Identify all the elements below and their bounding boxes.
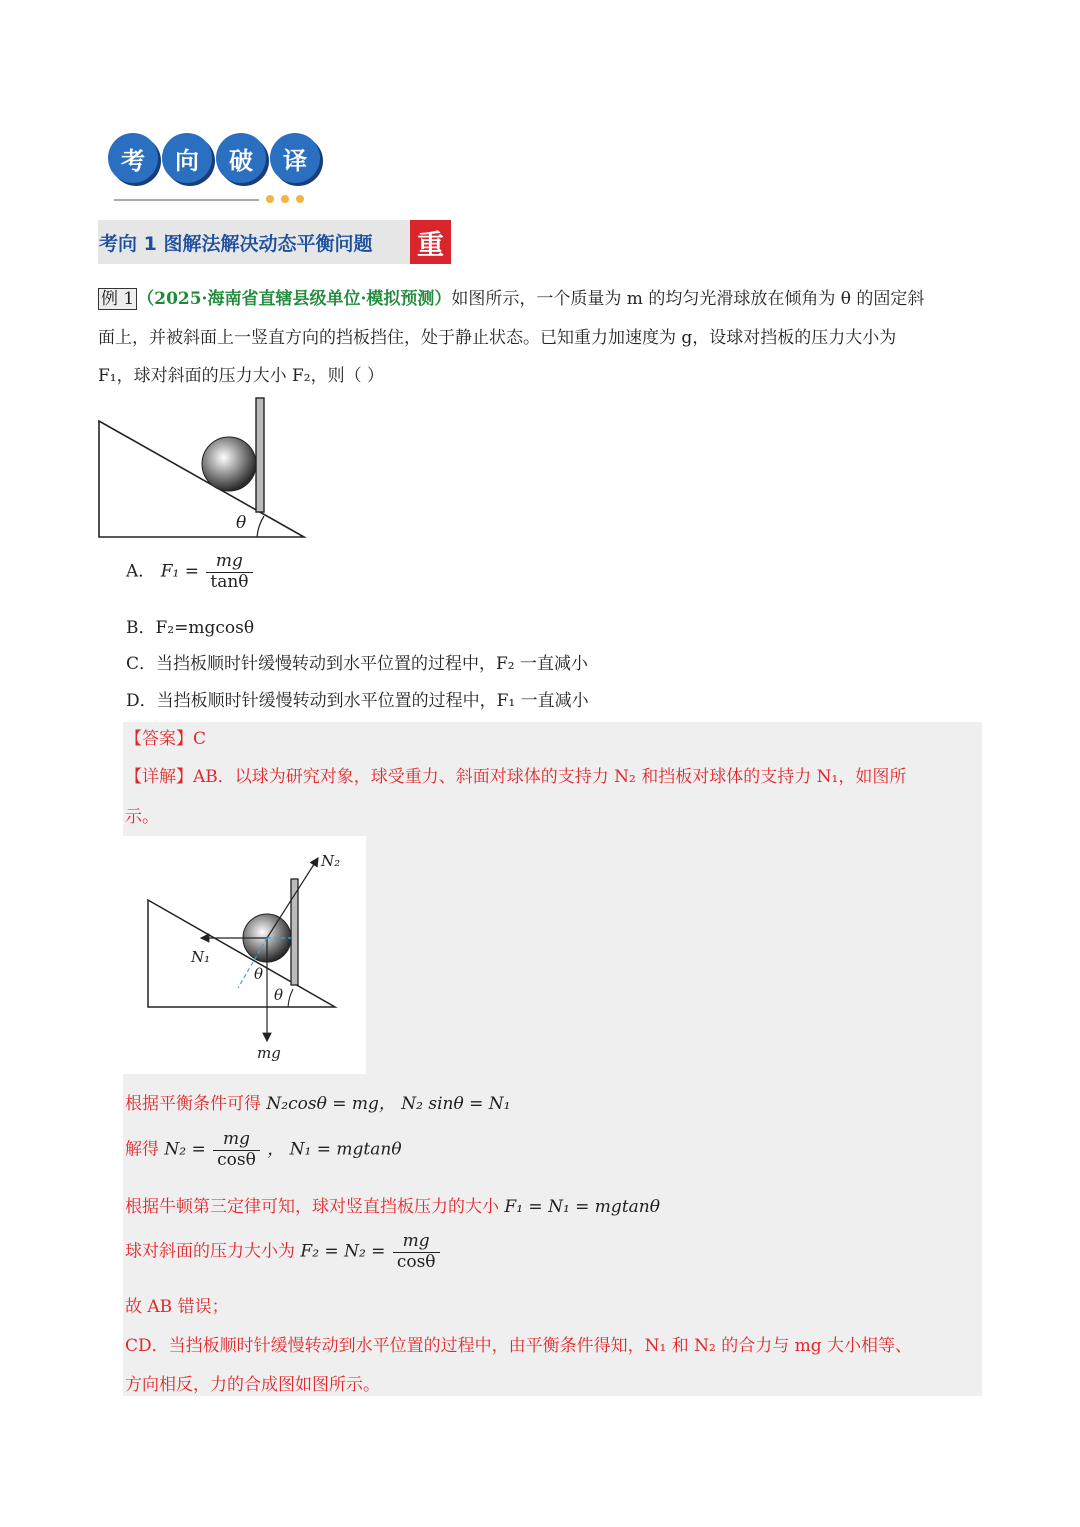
equation-1-text: 根据平衡条件可得 [125, 1094, 261, 1114]
example-tag: 例 1 [98, 288, 137, 310]
section-title: 考向 1 图解法解决动态平衡问题 [99, 233, 373, 255]
equation-3-math: F₁ = N₁ = mgtanθ [504, 1197, 660, 1217]
option-c: C．当挡板顺时针缓慢转动到水平位置的过程中，F₂ 一直减小 [126, 654, 589, 674]
equation-line-2 [125, 1130, 402, 1170]
theta-label-incline: θ [274, 986, 284, 1004]
equation-line-4 [125, 1232, 442, 1272]
equation-4-lhs: F₂ = N₂ = [300, 1241, 386, 1262]
header-dots [266, 195, 304, 203]
equation-2-rest: ， N₁ = mgtanθ [267, 1139, 402, 1160]
question-line-2: 面上，并被斜面上一竖直方向的挡板挡住，处于静止状态。已知重力加速度为 g，设球对挡板的压力大小为 [98, 328, 897, 348]
question-line-3: F₁，球对斜面的压力大小 F₂，则（ ） [98, 366, 385, 386]
question-text-1: 如图所示，一个质量为 m 的均匀光滑球放在倾角为 θ 的固定斜 [451, 289, 925, 309]
n2-label: N₂ [321, 852, 341, 870]
question-source: （2025·海南省直辖县级单位·模拟预测） [137, 289, 452, 309]
option-a-label: A． [126, 561, 156, 582]
ball [202, 437, 256, 491]
option-d: D．当挡板顺时针缓慢转动到水平位置的过程中，F₁ 一直减小 [126, 691, 589, 711]
option-a [126, 552, 255, 592]
option-b: B．F₂=mgcosθ [126, 618, 255, 638]
equation-4-fraction [393, 1232, 440, 1272]
cd-line-1: CD．当挡板顺时针缓慢转动到水平位置的过程中，由平衡条件得知，N₁ 和 N₂ 的合力与 mg 大小相等、 [125, 1336, 913, 1356]
dot-decoration [281, 195, 289, 203]
force-diagram [123, 836, 366, 1074]
equation-2-fraction [213, 1130, 260, 1170]
equation-2-text: 解得 [125, 1139, 159, 1160]
important-tag: 重 [410, 220, 451, 264]
equation-2-denominator: cosθ [217, 1149, 256, 1170]
equation-4-denominator: cosθ [396, 1251, 436, 1272]
equation-4-numerator: mg [393, 1232, 440, 1253]
option-a-lhs: F₁ = [160, 561, 199, 582]
badge-xiang: 向 [162, 133, 212, 183]
dot-decoration [266, 195, 274, 203]
option-a-numerator: mg [206, 552, 252, 573]
theta-label: θ [236, 513, 247, 533]
question-line-1 [98, 284, 924, 309]
baffle-plate [256, 398, 264, 512]
incline-triangle [99, 421, 304, 537]
option-a-denominator: tanθ [210, 571, 249, 592]
cd-line-2: 方向相反，力的合成图如图所示。 [125, 1375, 380, 1395]
n1-label: N₁ [191, 948, 211, 966]
badge-po: 破 [216, 133, 266, 183]
equation-4-text: 球对斜面的压力大小为 [125, 1241, 295, 1262]
answer-line: 【答案】C [125, 729, 207, 749]
header-badges [108, 133, 320, 183]
option-a-fraction [206, 552, 252, 592]
conclusion-line: 故 AB 错误； [125, 1297, 229, 1317]
equation-2-lhs: N₂ = [164, 1139, 206, 1160]
detail-line-2: 示。 [125, 807, 159, 827]
equation-2-numerator: mg [213, 1130, 260, 1151]
incline-triangle-2 [148, 900, 335, 1007]
incline-figure [96, 395, 310, 543]
equation-1-math: N₂cosθ = mg， N₂ sinθ = N₁ [266, 1094, 511, 1114]
equation-line-3 [125, 1192, 660, 1217]
mg-label: mg [257, 1044, 281, 1062]
dot-decoration [296, 195, 304, 203]
header-divider [114, 199, 259, 201]
theta-label-ball: θ [254, 965, 264, 983]
equation-3-text: 根据牛顿第三定律可知，球对竖直挡板压力的大小 [125, 1197, 499, 1217]
equation-line-1 [125, 1089, 510, 1114]
badge-yi: 译 [270, 133, 320, 183]
badge-kao: 考 [108, 133, 158, 183]
detail-line-1: 【详解】AB．以球为研究对象，球受重力、斜面对球体的支持力 N₂ 和挡板对球体的支持力 N₁，如图所 [125, 767, 907, 787]
